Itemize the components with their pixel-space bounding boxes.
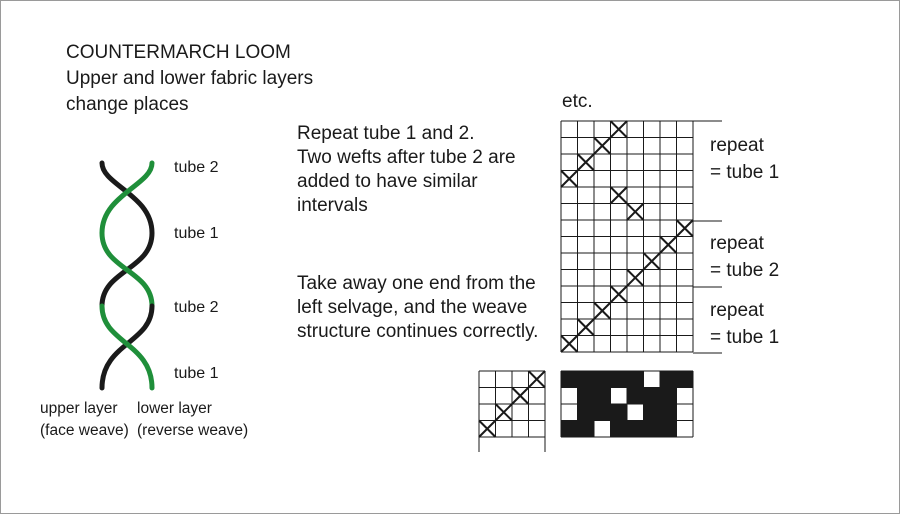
- pattern-cell-filled: [627, 371, 644, 388]
- pattern-cell-filled: [611, 404, 628, 421]
- pattern-cell-filled: [644, 404, 661, 421]
- pattern-cell-filled: [611, 421, 628, 438]
- repeat-1-line-2: = tube 1: [710, 162, 780, 183]
- pattern-cell-filled: [561, 421, 578, 438]
- upper-layer-line-1: upper layer: [40, 400, 118, 417]
- main-draft-grid: [561, 121, 693, 352]
- threading-draft-grid: [479, 371, 545, 452]
- upper-layer-line-2: (face weave): [40, 422, 129, 439]
- pattern-cell-filled: [561, 371, 578, 388]
- title-line-2: Upper and lower fabric layers: [66, 68, 314, 89]
- pattern-cell-filled: [627, 421, 644, 438]
- green-strand-lower: [102, 306, 152, 388]
- repeat-bracket-lines: [693, 121, 722, 353]
- helix-label-tube-1-upper: tube 1: [174, 225, 219, 242]
- repeat-2-line-1: repeat: [710, 233, 764, 254]
- pattern-cell-filled: [578, 404, 595, 421]
- pattern-cell-filled: [677, 371, 694, 388]
- para1-line-4: intervals: [297, 195, 368, 216]
- para2-line-3: structure continues correctly.: [297, 321, 539, 342]
- repeat-3-line-2: = tube 1: [710, 327, 780, 348]
- pattern-cell-filled: [644, 421, 661, 438]
- pattern-cell-filled: [611, 371, 628, 388]
- para1-line-1: Repeat tube 1 and 2.: [297, 123, 475, 144]
- pattern-cell-filled: [578, 388, 595, 405]
- pattern-cell-filled: [594, 371, 611, 388]
- title-line-1: COUNTERMARCH LOOM: [66, 42, 291, 63]
- pattern-cell-filled: [578, 371, 595, 388]
- helix-label-tube-1-bottom: tube 1: [174, 365, 219, 382]
- weave-pattern-grid: [561, 371, 693, 437]
- helix-label-tube-2-top: tube 2: [174, 159, 219, 176]
- pattern-cell-filled: [660, 371, 677, 388]
- lower-layer-line-2: (reverse weave): [137, 422, 249, 439]
- tube-helix-drawing: [102, 163, 152, 388]
- para1-line-3: added to have similar: [297, 171, 478, 192]
- pattern-cell-filled: [594, 404, 611, 421]
- etc-label: etc.: [562, 91, 593, 112]
- repeat-2-line-2: = tube 2: [710, 260, 780, 281]
- para1-line-2: Two wefts after tube 2 are: [297, 147, 516, 168]
- pattern-cell-filled: [660, 388, 677, 405]
- pattern-cell-filled: [660, 404, 677, 421]
- title-line-3: change places: [66, 94, 189, 115]
- pattern-cell-filled: [594, 388, 611, 405]
- pattern-cell-filled: [627, 388, 644, 405]
- para2-line-2: left selvage, and the weave: [297, 297, 528, 318]
- pattern-cell-filled: [644, 388, 661, 405]
- lower-layer-line-1: lower layer: [137, 400, 212, 417]
- helix-label-tube-2-lower: tube 2: [174, 299, 219, 316]
- repeat-3-line-1: repeat: [710, 300, 764, 321]
- repeat-1-line-1: repeat: [710, 135, 764, 156]
- pattern-cell-filled: [578, 421, 595, 438]
- pattern-cell-filled: [660, 421, 677, 438]
- para2-line-1: Take away one end from the: [297, 273, 536, 294]
